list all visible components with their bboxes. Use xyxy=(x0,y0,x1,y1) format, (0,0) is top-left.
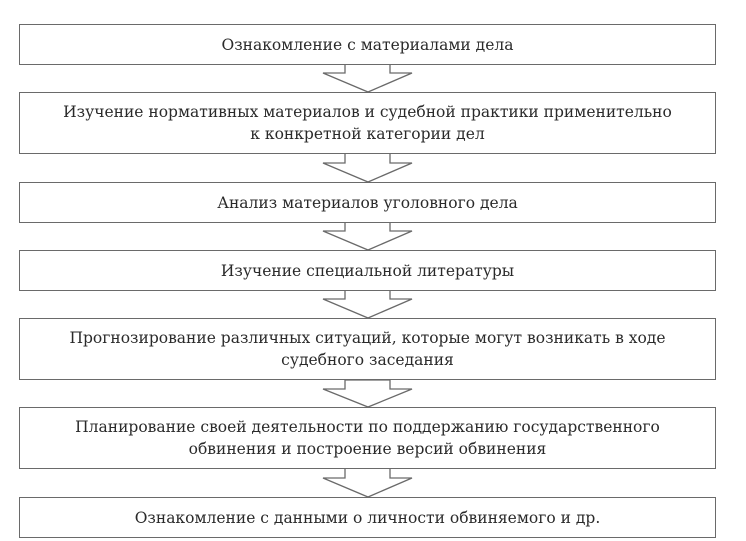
step-line-2: судебного заседания xyxy=(281,351,454,369)
step-box-1 xyxy=(19,24,716,65)
down-arrow-icon xyxy=(323,380,412,407)
step-line-2: к конкретной категории дел xyxy=(250,125,485,143)
step-box-4 xyxy=(19,250,716,291)
step-line-1: Ознакомление с данными о личности обвиняемого и др. xyxy=(134,508,601,527)
step-text xyxy=(217,192,518,214)
step-line-1: Изучение нормативных материалов и судебной практики применительно xyxy=(63,103,672,121)
step-line-1: Ознакомление с материалами дела xyxy=(221,35,514,54)
down-arrow-icon xyxy=(323,468,412,497)
down-arrow-icon xyxy=(323,153,412,182)
step-box-3 xyxy=(19,182,716,223)
step-box-7 xyxy=(19,497,716,538)
down-arrow-icon xyxy=(323,222,412,250)
step-text xyxy=(63,101,672,145)
step-box-2 xyxy=(19,92,716,154)
down-arrow-icon xyxy=(323,290,412,318)
step-line-2: обвинения и построение версий обвинения xyxy=(188,440,547,458)
step-text xyxy=(69,327,665,371)
step-line-1: Планирование своей деятельности по поддержанию государственного xyxy=(75,418,660,436)
step-box-6 xyxy=(19,407,716,469)
step-text xyxy=(75,416,660,460)
step-box-5 xyxy=(19,318,716,380)
step-text xyxy=(221,260,514,282)
down-arrow-icon xyxy=(323,64,412,92)
step-line-1: Изучение специальной литературы xyxy=(220,261,515,280)
step-text xyxy=(135,507,601,529)
step-line-1: Прогнозирование различных ситуаций, которые могут возникать в ходе xyxy=(69,329,666,347)
step-text xyxy=(222,34,514,56)
step-line-1: Анализ материалов уголовного дела xyxy=(217,193,518,212)
